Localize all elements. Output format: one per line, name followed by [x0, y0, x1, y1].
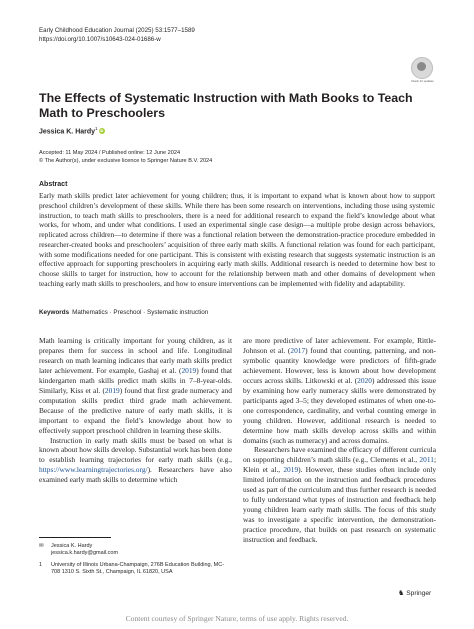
paragraph [243, 445, 436, 545]
learning-trajectories-link[interactable]: https://www.learningtrajectories.org/ [39, 465, 148, 475]
article-title: The Effects of Systematic Instruction with Math Books to Teach Math to Preschoolers [39, 91, 413, 120]
paragraph-text: ). However, these studies often include only limited information on the instruction and feedback procedures used as part of the curriculum and thus further research is needed to fully understand what types of instruction and feedback help young children learn early math skills. The focus of this study was to investigate a specific intervention, the demonstration-practice procedure, that builds on past research on systematic instruction and feedback. [243, 465, 437, 545]
paragraph-text: Researchers have examined the efficacy of different curricula on supporting children’s math skills (e.g., Clements et al., [243, 445, 436, 465]
springer-horse-icon: ♞ [398, 590, 405, 597]
paragraph [243, 336, 436, 445]
accepted-published-dates: Accepted: 11 May 2024 / Published online: 12 June 2024 [39, 150, 181, 156]
contact-email[interactable]: jessica.k.hardy@gmail.com [51, 549, 119, 556]
body-column-left [39, 336, 232, 485]
paragraph-text: ). Researchers have also examined early math skills to determine which [39, 465, 232, 485]
author-line [39, 126, 105, 135]
paragraph [39, 436, 232, 486]
copyright-line: © The Author(s), under exclusive licence to Springer Nature B.V. 2024 [39, 157, 213, 164]
contact-footnote [39, 543, 229, 557]
citation-link[interactable]: 2020 [357, 375, 372, 385]
citation-link[interactable]: 2017 [290, 345, 306, 355]
paragraph-text: are more predictive of later achievement. For example, Rittle-Johnson et al. ( [243, 336, 436, 355]
check-for-updates-label: Check for updates [411, 79, 434, 83]
paragraph-text: Math learning is critically important for young children, as it prepares them for success in school and life. Longitudinal research on math learning indicates that early math skills predict later achievement. For example, Gashaj et al. ( [39, 336, 232, 375]
check-for-updates-icon [411, 57, 433, 79]
author-name: Jessica K. Hardy [39, 128, 96, 136]
affiliation-mark: 1 [95, 126, 98, 131]
check-for-updates-badge[interactable] [411, 57, 433, 84]
affiliation-text: University of Illinois Urbana-Champaign, 276B Education Building, MC-708 1310 S. Sixth St., Champaign, IL 61820, USA [51, 561, 225, 575]
keywords-list: Mathematics · Preschool · Systematic instruction [72, 309, 209, 316]
citation-link[interactable]: 2019 [181, 365, 197, 375]
paragraph-text: ) found that first grade numeracy and computation skills predict third grade math achievement. Because of the predictive nature of early math skills, it is important to expand the field’s knowledge about how to effectively support preschool children in learning these skills. [39, 385, 232, 435]
paragraph-text: ) found that counting, patterning, and non-symbolic quantity knowledge were predictors of fifth-grade achievement. However, less is known about how development occurs across skills. Litkowski et al. ( [243, 345, 436, 385]
doi-link[interactable]: https://doi.org/10.1007/s10643-024-01686-w [39, 35, 161, 43]
publication-dates [39, 150, 212, 166]
keywords-label: Keywords [39, 309, 70, 316]
abstract-heading: Abstract [39, 181, 68, 188]
body-column-right [243, 336, 436, 545]
affiliation-number: 1 [39, 561, 43, 568]
affiliation-footnote [39, 562, 229, 576]
paragraph-text: ) addressed this issue by examining how early numeracy skills were demonstrated by participants aged 3–5; they developed estimates of when one-to-one correspondence, cardinality, and verbal counting emerge in young children. However, additional research is needed to determine how math skills develop across skills and within domains (such as numeracy) and across domains. [243, 375, 436, 445]
paragraph-text: ; Klein et al., [243, 455, 436, 475]
contact-name: Jessica K. Hardy [51, 543, 93, 549]
journal-citation: Early Childhood Education Journal (2025) 53:1577–1589 [39, 27, 195, 34]
footnote-divider [39, 537, 111, 538]
footnotes [39, 543, 229, 576]
keywords [39, 309, 208, 316]
publisher-logo [398, 589, 431, 597]
citation-link[interactable]: 2019 [104, 385, 120, 395]
journal-header [39, 27, 195, 44]
citation-link[interactable]: 2019 [283, 465, 299, 475]
envelope-icon: ✉ [39, 543, 44, 549]
publisher-name: Springer [406, 590, 432, 597]
citation-link[interactable]: 2011 [419, 455, 434, 465]
abstract-body: Early math skills predict later achievement for young children; thus, it is important to expand what is known about how to support preschool children’s development of these skills. While there has been some research on interventions, including those using systemic instruction, to teach math skills to preschoolers, there is a need for additional research to expand the field’s knowledge about what works, for whom, and under what conditions. I used an experimental single case design—a multiple probe design across behaviors, replicated across children—to determine if there was a functional relation between the demonstration-practice procedure embedded in researcher-created books and preschoolers’ acquisition of three early math skills. A functional relation was found for each participant, with some modifications needed for one participant. This is consistent with existing research that suggests systematic instruction is an effective approach for supporting preschoolers in acquiring early math skills. Additional research is needed to determine how best to choose skills to target for instruction, how to account for the relationship between math and other domains of development when teaching early math skills to preschoolers, and how to ensure interventions can be implemented with fidelity and adaptability. [39, 191, 435, 288]
orcid-icon[interactable]: iD [99, 129, 104, 134]
paragraph [39, 336, 232, 436]
paragraph-text: ) found that kindergarten math skills predict math skills in 7–8-year-olds. Similarly, Kiss et al. ( [39, 365, 232, 395]
paragraph-text: Instruction in early math skills must be based on what is known about how skills develop. Substantial work has been done to establish learning trajectories for early math skills (e.g., [39, 435, 232, 465]
courtesy-notice: Content courtesy of Springer Nature, terms of use apply. Rights reserved. [125, 614, 349, 623]
